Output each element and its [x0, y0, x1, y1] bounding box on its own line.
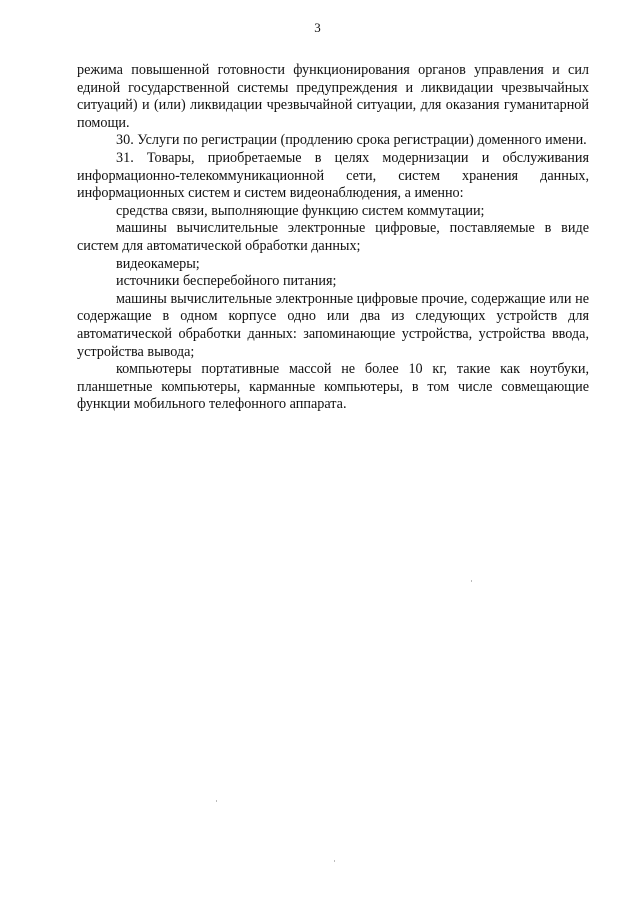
list-item: видеокамеры;	[116, 255, 200, 272]
paragraph-item-31: 31. Товары, приобретаемые в целях модернизации и обслуживания информационно-телекоммуникационной сети, систем хранения данных, информационных систем и систем видеонаблюдения, а именно:	[77, 149, 589, 202]
list-item: машины вычислительные электронные цифровые прочие, содержащие или не содержащие в одном корпусе одно или два из следующих устройств для автоматической обработки данных: запоминающие устройства, устройства ввода, устройства вывода;	[77, 290, 589, 360]
scan-speck	[216, 800, 217, 802]
list-item: компьютеры портативные массой не более 10 кг, такие как ноутбуки, планшетные компьютеры, карманные компьютеры, в том числе совмещающие функции мобильного телефонного аппарата.	[77, 361, 589, 413]
list-item: средства связи, выполняющие функцию систем коммутации;	[116, 202, 485, 219]
scan-speck	[471, 580, 472, 582]
paragraph-continuation: режима повышенной готовности функционирования органов управления и сил единой государственной системы предупреждения и ликвидации чрезвычайных ситуаций) и (или) ликвидации чрезвычайной ситуации, для оказания гуманитарной помощи.	[77, 62, 589, 131]
document-body	[77, 62, 589, 414]
list-item: машины вычислительные электронные цифровые, поставляемые в виде систем для автоматической обработки данных;	[77, 220, 589, 254]
scan-speck	[334, 860, 335, 862]
paragraph-item-30: 30. Услуги по регистрации (продлению срока регистрации) доменного имени.	[116, 132, 587, 149]
list-item: источники бесперебойного питания;	[116, 273, 337, 290]
page-number: 3	[314, 20, 321, 35]
